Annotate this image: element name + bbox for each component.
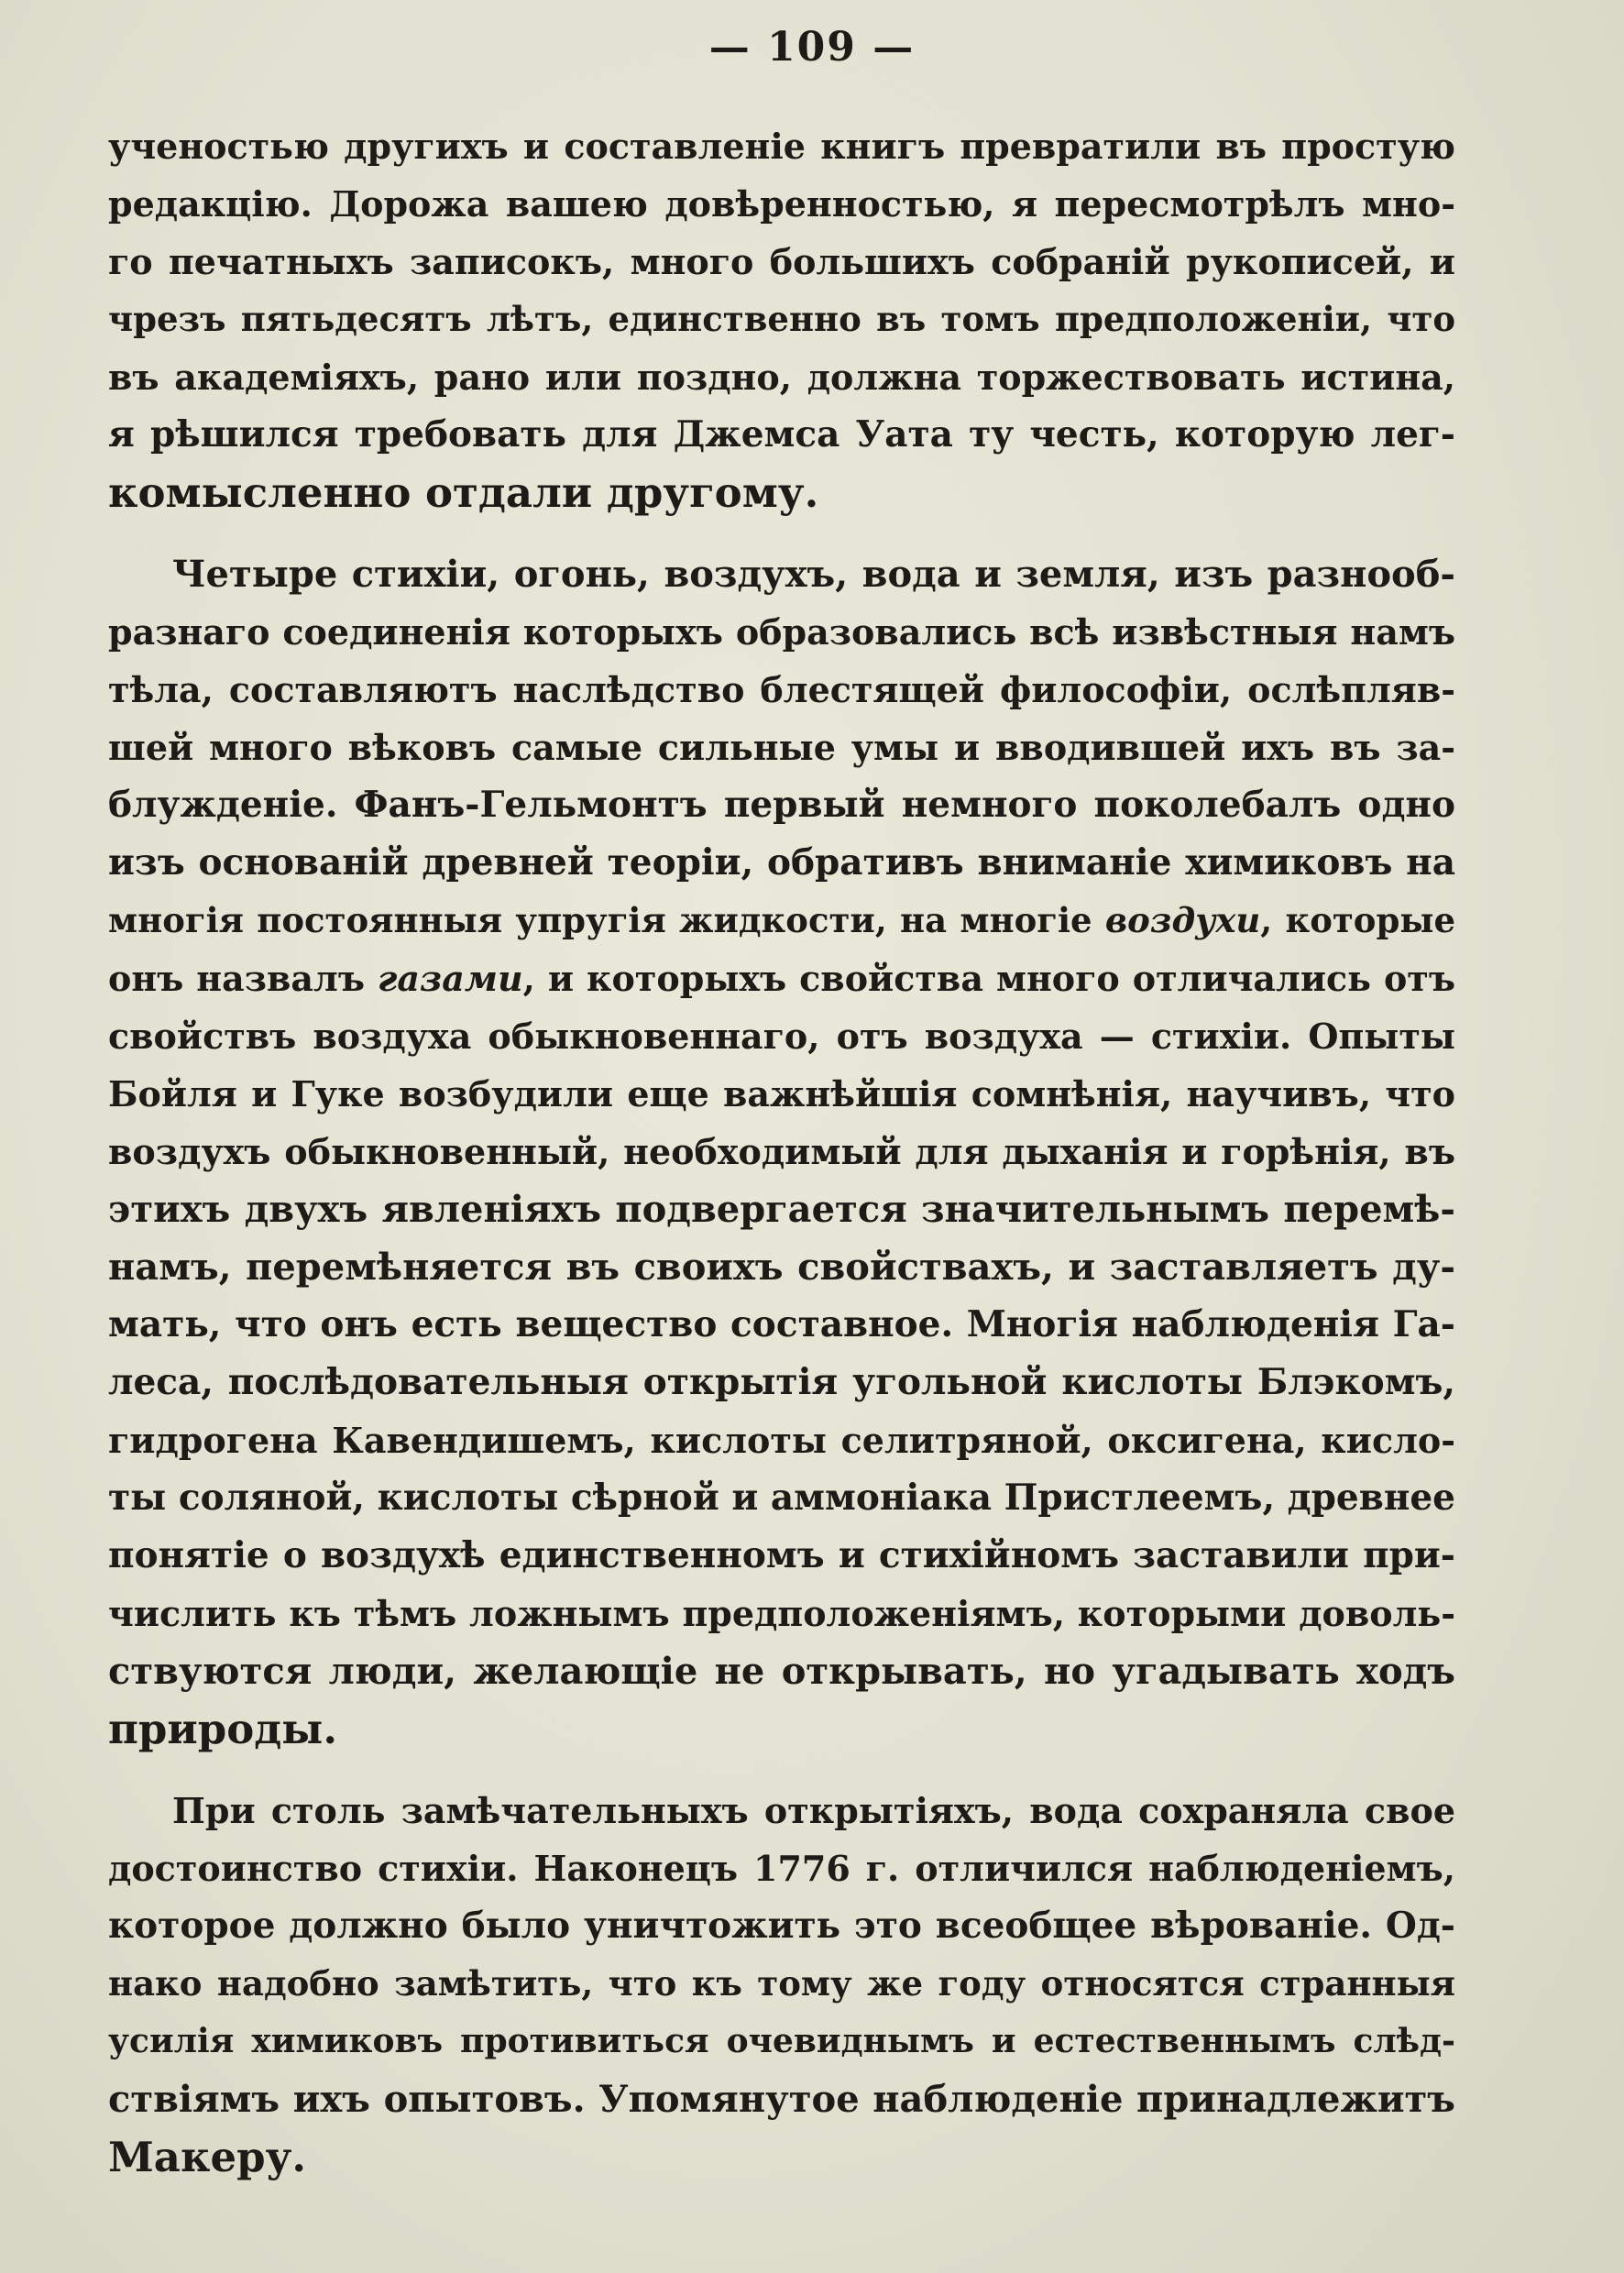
- text-line: изъ основаній древней теоріи, обративъ вниманіе химиковъ на: [108, 841, 1455, 884]
- text-line: природы.: [108, 1705, 338, 1753]
- paragraph-3: [108, 1782, 1455, 2186]
- text-line: нако надобно замѣтить, что къ тому же году относятся странныя: [108, 1963, 1455, 2004]
- text-line: усилія химиковъ противиться очевиднымъ и естественнымъ слѣд-: [108, 2022, 1455, 2060]
- text-line: комысленно отдали другому.: [108, 468, 819, 517]
- text-line: многія постоянныя упругія жидкости, на многіе воздухи, которые: [108, 900, 1455, 940]
- text-line: разнаго соединенія которыхъ образовались всѣ извѣстныя намъ: [108, 611, 1455, 653]
- text-line: достоинство стихіи. Наконецъ 1776 г. отличился наблюденіемъ,: [108, 1848, 1455, 1889]
- text-line: онъ назвалъ газами, и которыхъ свойства много отличались отъ: [108, 958, 1455, 999]
- text-line: шей много вѣковъ самые сильные умы и вводившей ихъ въ за-: [108, 727, 1455, 768]
- text-line: Макеру.: [108, 2133, 307, 2181]
- text-line: При столь замѣчательныхъ открытіяхъ, вода сохраняла свое: [172, 1790, 1455, 1831]
- text-line: го печатныхъ записокъ, много большихъ собраній рукописей, и: [108, 241, 1455, 282]
- page-number: — 109 —: [708, 24, 916, 71]
- text-line: чрезъ пятьдесятъ лѣтъ, единственно въ томъ предположеніи, что: [108, 299, 1455, 339]
- paragraph-2: [108, 545, 1455, 1758]
- text-line: намъ, перемѣняется въ своихъ свойствахъ, и заставляетъ ду-: [108, 1246, 1455, 1289]
- paragraph-gap: [108, 522, 1455, 545]
- text-line: которое должно было уничтожить это всеобщее вѣрованіе. Од-: [108, 1905, 1455, 1947]
- text-line: мать, что онъ есть вещество составное. Многія наблюденія Га-: [108, 1303, 1455, 1345]
- text-line: Четыре стихіи, огонь, воздухъ, вода и земля, изъ разнооб-: [172, 553, 1455, 596]
- text-line: тѣла, составляютъ наслѣдство блестящей философіи, ослѣпляв-: [108, 669, 1455, 710]
- text-line: гидрогена Кавендишемъ, кислоты селитряной, оксигена, кисло-: [108, 1420, 1455, 1461]
- text-line: этихъ двухъ явленіяхъ подвергается значительнымъ перемѣ-: [108, 1188, 1455, 1231]
- paragraph-1: [108, 117, 1455, 522]
- text-line: понятіе о воздухѣ единственномъ и стихійномъ заставили при-: [108, 1534, 1455, 1576]
- text-line: свойствъ воздуха обыкновеннаго, отъ воздуха — стихіи. Опыты: [108, 1016, 1455, 1057]
- text-line: леса, послѣдовательныя открытія угольной кислоты Блэкомъ,: [108, 1361, 1455, 1403]
- text-line: ты соляной, кислоты сѣрной и аммоніака Пристлеемъ, древнее: [108, 1477, 1455, 1519]
- text-line: ствіямъ ихъ опытовъ. Упомянутое наблюденіе принадлежитъ: [108, 2078, 1455, 2121]
- text-line: блужденіе. Фанъ-Гельмонтъ первый немного поколебалъ одно: [108, 784, 1455, 826]
- text-line: ученостью другихъ и составленіе книгъ превратили въ простую: [108, 126, 1455, 167]
- text-line: въ академіяхъ, рано или поздно, должна торжествовать истина,: [108, 357, 1455, 398]
- text-line: редакцію. Дорожа вашею довѣренностью, я пересмотрѣлъ мно-: [108, 183, 1455, 225]
- text-line: я рѣшился требовать для Джемса Уата ту честь, которую лег-: [108, 413, 1455, 456]
- text-line: числить къ тѣмъ ложнымъ предположеніямъ, которыми доволь-: [108, 1593, 1455, 1634]
- paragraph-gap: [108, 1758, 1455, 1782]
- body-text: [108, 117, 1455, 2186]
- text-line: воздухъ обыкновенный, необходимый для дыханія и горѣнія, въ: [108, 1131, 1455, 1172]
- text-line: Бойля и Гуке возбудили еще важнѣйшія сомнѣнія, научивъ, что: [108, 1073, 1455, 1115]
- text-line: ствуются люди, желающіе не открывать, но угадывать ходъ: [108, 1650, 1455, 1693]
